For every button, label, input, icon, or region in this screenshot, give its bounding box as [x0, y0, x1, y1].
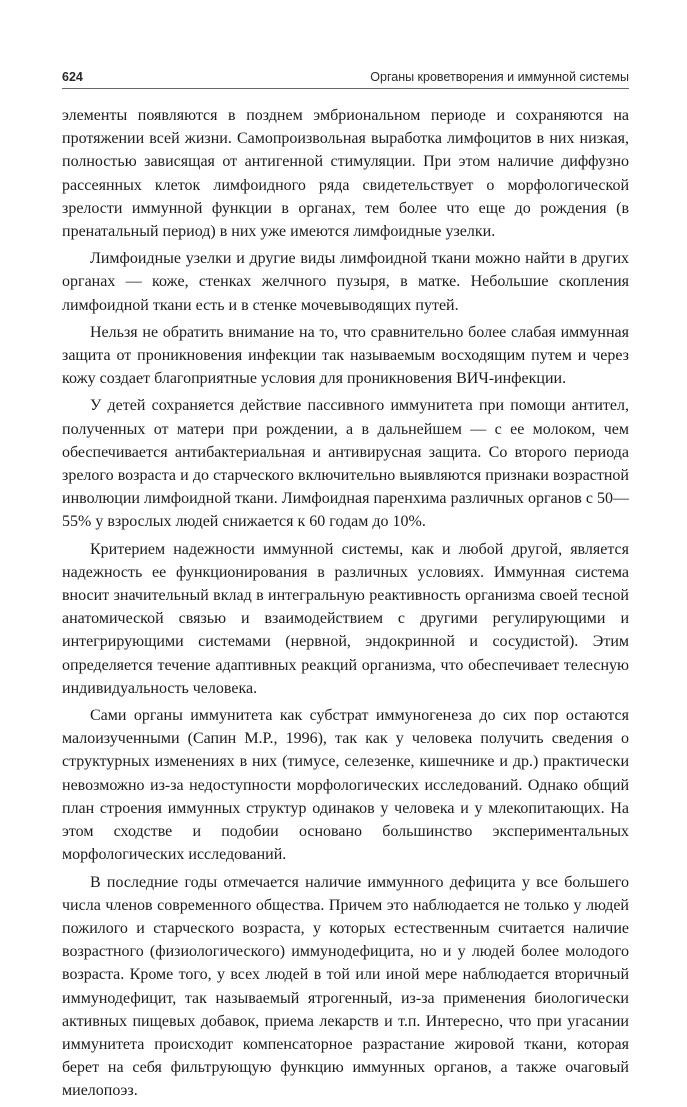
body-text — [62, 104, 629, 1107]
header-rule — [62, 88, 629, 89]
page-number: 624 — [62, 70, 83, 84]
paragraph: В последние годы отмечается наличие иммунного дефицита у все большего числа членов современного общества. Причем это наблюдается не только у людей пожилого и старческого возраста, у которых естественным считается наличие возрастного (физиологического) иммунодефицита, но и у людей более молодого возраста. Кроме того, у всех людей в той или иной мере наблюдается вторичный иммунодефицит, так называемый ятрогенный, из-за применения биологически активных пищевых добавок, приема лекарств и т.п. Интересно, что при угасании иммунитета происходит компенсаторное разрастание жировой ткани, которая берет на себя фильтрующую функцию иммунных органов, а также очаговый миелопоэз. — [62, 873, 629, 1100]
paragraph: Критерием надежности иммунной системы, как и любой другой, является надежность ее функционирования в различных условиях. Иммунная система вносит значительный вклад в интегральную реактивность организма своей тесной анатомической связью и взаимодействием с другими регулирующими и интегрирующими системами (нервной, эндокринной и сосудистой). Этим определяется течение адаптивных реакций организма, что обеспечивает телесную индивидуальность человека. — [62, 540, 629, 697]
paragraph: Сами органы иммунитета как субстрат иммуногенеза до сих пор остаются малоизученными (Сапин М.Р., 1996), так как у человека получить сведения о структурных изменениях в них (тимусе, селезенке, кишечнике и др.) практически невозможно из-за недоступности морфологических исследований. Однако общий план строения иммунных структур одинаков у человека и у млекопитающих. На этом сходстве и подобии основано большинство экспериментальных морфологических исследований. — [62, 707, 629, 864]
paragraph: элементы появляются в позднем эмбриональном периоде и сохраняются на протяжении всей жизни. Самопроизвольная выработка лимфоцитов в них низкая, полностью зависящая от антигенной стимуляции. При этом наличие диффузно рассеянных клеток лимфоидного ряда свидетельствует о морфологической зрелости иммунной функции в органах, тем более что еще до рождения (в пренатальный период) в них уже имеются лимфоидные узелки. — [62, 107, 629, 241]
paragraph: Лимфоидные узелки и другие виды лимфоидной ткани можно найти в других органах — коже, стенках желчного пузыря, в матке. Небольшие скопления лимфоидной ткани есть и в стенке мочевыводящих путей. — [62, 250, 629, 314]
running-title: Органы кроветворения и иммунной системы — [370, 70, 629, 84]
paragraph: У детей сохраняется действие пассивного иммунитета при помощи антител, полученных от матери при рождении, а в дальнейшем — с ее молоком, чем обеспечивается антибактериальная и антивирусная защита. Со второго периода зрелого возраста и до старческого включительно выявляются признаки возрастной инволюции лимфоидной ткани. Лимфоидная паренхима различных органов с 50—55% у взрослых людей снижается к 60 годам до 10%. — [62, 397, 629, 531]
paragraph: Нельзя не обратить внимание на то, что сравнительно более слабая иммунная защита от проникновения инфекции так называемым восходящим путем и через кожу создает благоприятные условия для проникновения ВИЧ-инфекции. — [62, 323, 629, 388]
